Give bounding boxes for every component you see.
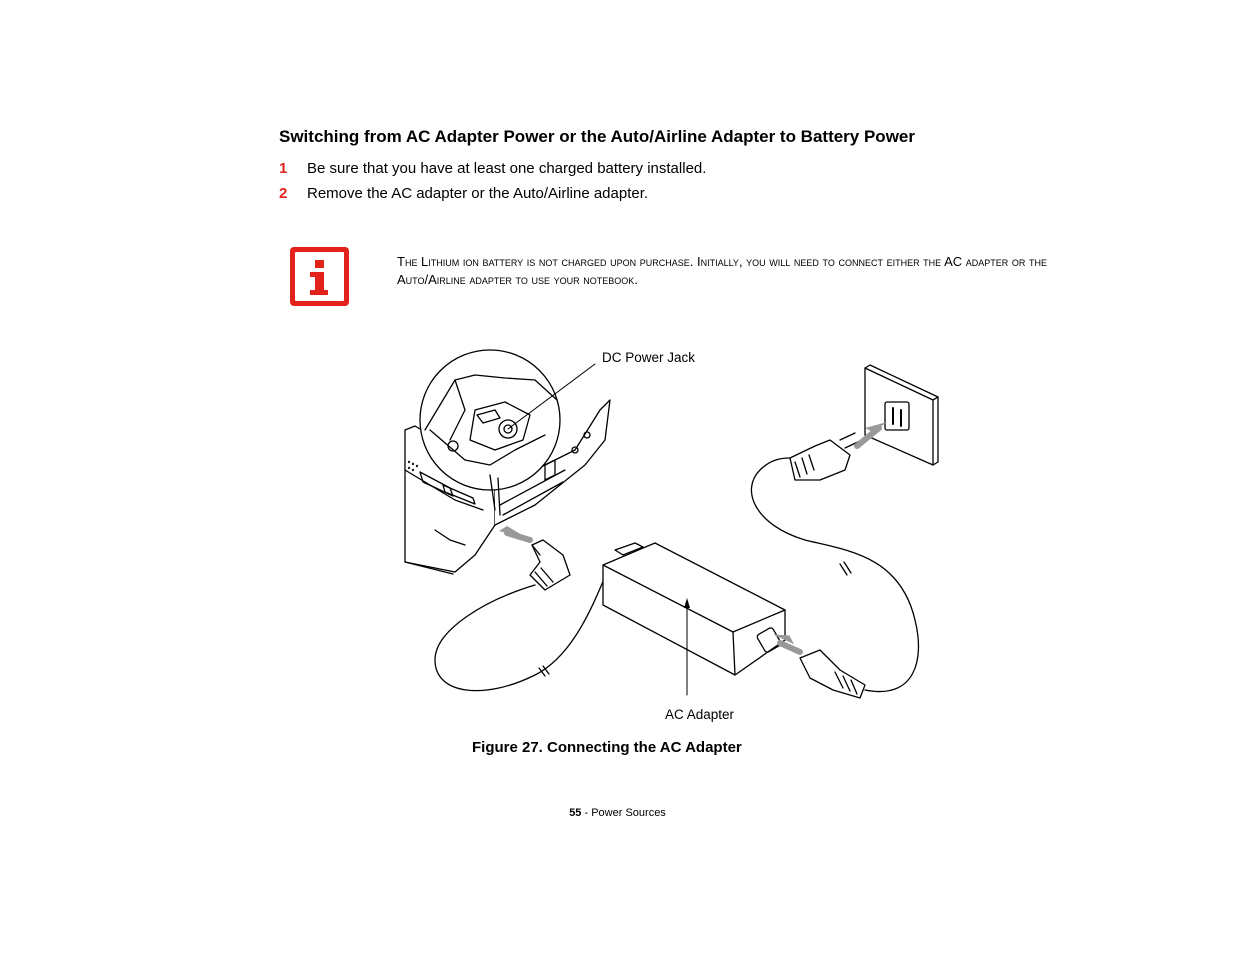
page-number: 55: [569, 807, 582, 819]
note-text: The Lithium ion battery is not charged upon purchase. Initially, you will need to connect either the AC adapter or the Auto/Airline adapter to use your notebook.: [397, 254, 1047, 287]
section-heading: Switching from AC Adapter Power or the Auto/Airline Adapter to Battery Power: [279, 127, 915, 146]
footer-section: Power Sources: [591, 807, 666, 819]
ac-adapter-label: AC Adapter: [665, 707, 735, 722]
dc-power-jack-label: DC Power Jack: [602, 350, 696, 365]
ac-adapter-illustration: [395, 340, 955, 730]
info-icon: [288, 245, 351, 308]
footer-separator: -: [581, 807, 592, 819]
figure-caption: Figure 27. Connecting the AC Adapter: [472, 739, 742, 756]
step-1: [279, 160, 706, 177]
step-number: 2: [279, 185, 288, 202]
step-text: Remove the AC adapter or the Auto/Airline adapter.: [307, 185, 649, 202]
step-text: Be sure that you have at least one charged battery installed.: [307, 160, 707, 177]
step-number: 1: [279, 160, 288, 177]
step-2: [279, 185, 648, 202]
ac-adapter-brick: [603, 543, 785, 675]
page-footer: [0, 807, 1235, 819]
